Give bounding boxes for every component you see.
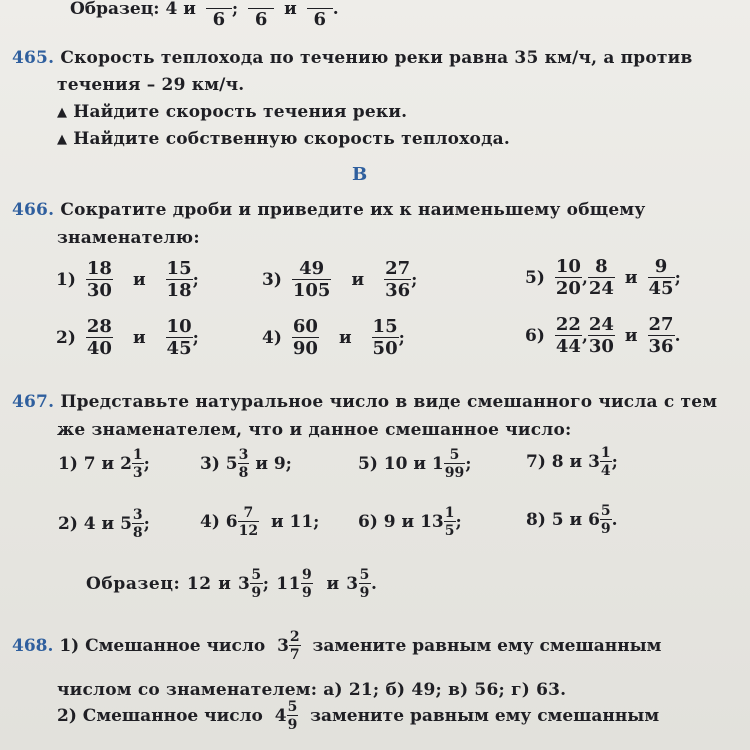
- problem-467-item-6: 6) 9 и 13 $\frac{1}{5}$ ;: [358, 505, 462, 539]
- fraction: $\frac{2}{7}$: [289, 629, 300, 663]
- problem-number: 467.: [12, 392, 55, 412]
- problem-number: 465.: [12, 48, 55, 68]
- problem-467-item-2: 2) 4 и 5 $\frac{3}{8}$ ;: [58, 507, 150, 541]
- problem-465-task2: ▲ Найдите собственную скорость теплохода.: [57, 129, 510, 149]
- fraction: $\frac{3}{8}$: [132, 507, 143, 541]
- fraction: $\frac{27}{36}$: [385, 258, 411, 301]
- problem-468-line2: числом со знаменателем: а) 21; б) 49; в) 56; г) 63.: [57, 680, 567, 700]
- fraction: $\frac{5}{9}$: [600, 503, 611, 537]
- fraction: 6: [307, 0, 333, 29]
- fraction: $\frac{9}{9}$: [302, 567, 313, 601]
- fraction: $\frac{24}{30}$: [588, 314, 614, 357]
- fraction: $\frac{1}{5}$: [444, 505, 455, 539]
- problem-467-sample: Образец: 12 и 3 $\frac{5}{9}$ ; 11 $\frac{9}{9}$ и 3 $\frac{5}{9}$ .: [86, 567, 378, 601]
- fraction: $\frac{22}{44}$: [555, 314, 581, 357]
- problem-number: 466.: [12, 200, 55, 220]
- fraction: $\frac{1}{3}$: [132, 447, 143, 481]
- problem-466-item-1: 1) $\frac{18}{30}$ и $\frac{15}{18}$ ;: [56, 258, 199, 301]
- problem-465-task1: ▲ Найдите скорость течения реки.: [57, 102, 408, 122]
- problem-466-item-3: 3) $\frac{49}{105}$ и $\frac{27}{36}$ ;: [262, 258, 418, 301]
- fraction: $\frac{15}{50}$: [372, 316, 398, 359]
- section-heading: B: [352, 164, 368, 185]
- fraction: $\frac{27}{36}$: [648, 314, 674, 357]
- fraction: $\frac{5}{9}$: [287, 699, 298, 733]
- fraction: $\frac{9}{45}$: [648, 256, 674, 299]
- problem-467-item-7: 7) 8 и 3 $\frac{1}{4}$ ;: [526, 445, 618, 479]
- fraction: $\frac{18}{30}$: [86, 258, 112, 301]
- problem-467-line2: же знаменателем, что и данное смешанное число:: [57, 420, 572, 440]
- problem-467-item-3: 3) 5 $\frac{3}{8}$ и 9;: [200, 447, 292, 481]
- problem-466-item-5: 5) $\frac{10}{20}$ , $\frac{8}{24}$ и $\frac{9}{45}$ ;: [525, 256, 681, 299]
- fraction: $\frac{60}{90}$: [292, 316, 318, 359]
- fraction: $\frac{15}{18}$: [166, 258, 192, 301]
- sample-label: Образец: 4 и: [70, 0, 196, 19]
- problem-466-line1: 466. Сократите дроби и приведите их к наименьшему общему: [12, 200, 646, 220]
- fraction: $\frac{49}{105}$: [292, 258, 331, 301]
- problem-468-line1: 468. 1) Смешанное число 3 $\frac{2}{7}$ замените равным ему смешанным: [12, 629, 662, 663]
- fraction: $\frac{7}{12}$: [238, 505, 259, 539]
- problem-466-item-2: 2) $\frac{28}{40}$ и $\frac{10}{45}$ ;: [56, 316, 199, 359]
- problem-467-item-1: 1) 7 и 2 $\frac{1}{3}$ ;: [58, 447, 150, 481]
- triangle-bullet-icon: ▲: [57, 105, 68, 120]
- problem-number: 468.: [12, 636, 54, 656]
- problem-467-item-8: 8) 5 и 6 $\frac{5}{9}$ .: [526, 503, 618, 537]
- problem-466-line2: знаменателю:: [57, 228, 200, 248]
- problem-465-line2: течения – 29 км/ч.: [57, 75, 245, 95]
- fraction: $\frac{10}{45}$: [166, 316, 192, 359]
- fraction: $\frac{8}{24}$: [588, 256, 614, 299]
- fraction: $\frac{5}{99}$: [444, 447, 465, 481]
- problem-467-line1: 467. Представьте натуральное число в виде смешанного числа с тем: [12, 392, 718, 412]
- fraction: $\frac{10}{20}$: [555, 256, 581, 299]
- problem-466-item-4: 4) $\frac{60}{90}$ и $\frac{15}{50}$ ;: [262, 316, 405, 359]
- fraction: 6: [206, 0, 232, 29]
- fraction: $\frac{5}{9}$: [251, 567, 262, 601]
- triangle-bullet-icon: ▲: [57, 132, 68, 147]
- sample-line-top: Образец: 4 и 6 ; 6 и 6 .: [70, 0, 339, 29]
- problem-468-line3: 2) Смешанное число 4 $\frac{5}{9}$ замените равным ему смешанным: [57, 699, 660, 733]
- fraction: $\frac{3}{8}$: [238, 447, 249, 481]
- fraction: $\frac{5}{9}$: [359, 567, 370, 601]
- fraction: $\frac{28}{40}$: [86, 316, 112, 359]
- problem-466-item-6: 6) $\frac{22}{44}$ , $\frac{24}{30}$ и $\frac{27}{36}$ .: [525, 314, 681, 357]
- problem-465-line1: 465. Скорость теплохода по течению реки равна 35 км/ч, а против: [12, 48, 693, 68]
- fraction: 6: [248, 0, 274, 29]
- problem-467-item-5: 5) 10 и 1 $\frac{5}{99}$ ;: [358, 447, 472, 481]
- problem-467-item-4: 4) 6 $\frac{7}{12}$ и 11;: [200, 505, 320, 539]
- fraction: $\frac{1}{4}$: [600, 445, 611, 479]
